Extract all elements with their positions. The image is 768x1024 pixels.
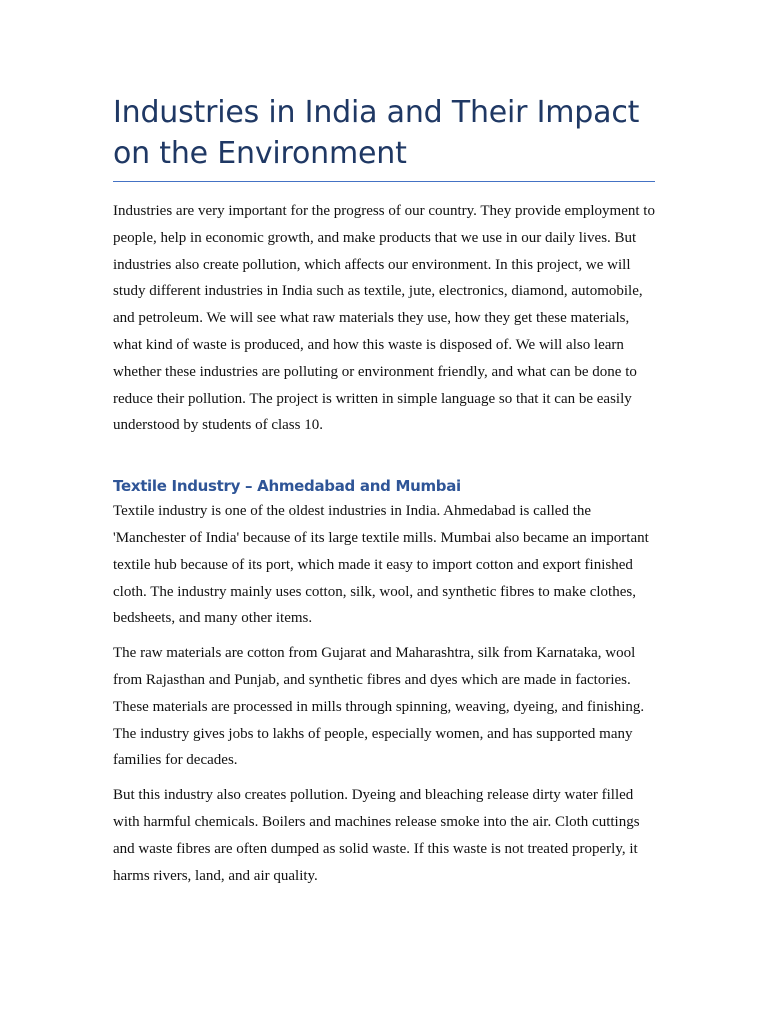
section-paragraph: But this industry also creates pollution. Dyeing and bleaching release dirty water filled with harmful chemicals. Boilers and machines release smoke into the air. Cloth cuttings and waste fibres are often dumped as solid waste. If this waste is not treated properly, it harms rivers, land, and air quality. — [113, 787, 640, 884]
intro-paragraph: Industries are very important for the progress of our country. They provide employment to people, help in economic growth, and make products that we use in our daily lives. But industries also create pollution, which affects our environment. In this project, we will study different industries in India such as textile, jute, electronics, diamond, automobile, and petroleum. We will see what raw materials they use, how they get these materials, what kind of waste is produced, and how this waste is disposed of. We will also learn whether these industries are polluting or environment friendly, and what can be done to reduce their pollution. The project is written in simple language so that it can be easily understood by students of class 10. — [113, 203, 655, 434]
section-heading-textile: Textile Industry – Ahmedabad and Mumbai — [113, 477, 461, 496]
section-paragraph: The raw materials are cotton from Gujarat and Maharashtra, silk from Karnataka, wool from Rajasthan and Punjab, and synthetic fibres and dyes which are made in factories. These materials are processed in mills through spinning, weaving, dyeing, and finishing. The industry gives jobs to lakhs of people, especially women, and has supported many families for decades. — [113, 645, 645, 769]
document-page — [113, 92, 655, 889]
document-title: Industries in India and Their Impact on the Environment — [113, 92, 655, 182]
section-paragraph: Textile industry is one of the oldest industries in India. Ahmedabad is called the 'Manchester of India' because of its large textile mills. Mumbai also became an important textile hub because of its port, which made it easy to import cotton and export finished cloth. The industry mainly uses cotton, silk, wool, and synthetic fibres to make clothes, bedsheets, and many other items. — [113, 503, 649, 627]
